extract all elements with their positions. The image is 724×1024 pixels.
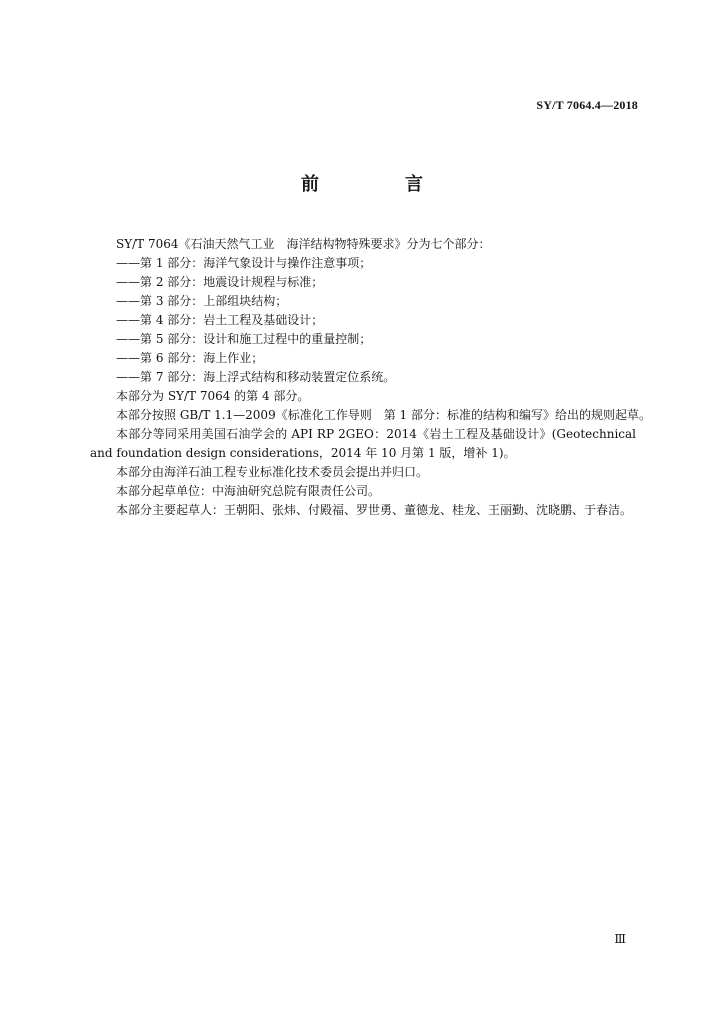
part-list-item: ——第 5 部分：设计和施工过程中的重量控制； — [116, 332, 372, 346]
foreword-body — [90, 235, 651, 520]
paragraph: 本部分主要起草人：王朝阳、张炜、付殿福、罗世勇、董德龙、桂龙、王丽勤、沈晓鹏、于春洁。 — [116, 503, 633, 517]
intro-paragraph: SY/T 7064《石油天然气工业 海洋结构物特殊要求》分为七个部分： — [116, 237, 491, 251]
part-list-item: ——第 1 部分：海洋气象设计与操作注意事项； — [116, 256, 372, 270]
page-title: 前 言 — [301, 174, 457, 195]
paragraph: 本部分按照 GB/T 1.1—2009《标准化工作导则 第 1 部分：标准的结构和编写》给出的规则起草。 — [116, 408, 651, 422]
page-number: Ⅲ — [614, 932, 626, 946]
part-list-item: ——第 4 部分：岩土工程及基础设计； — [116, 313, 324, 327]
part-list-item: ——第 7 部分：海上浮式结构和移动装置定位系统。 — [116, 370, 396, 384]
paragraph: 本部分等同采用美国石油学会的 API RP 2GEO：2014《岩土工程及基础设计》(Geotechnical and foundation design considerations，2014 年 10 月第 1 版，增补 1)。 — [90, 427, 636, 460]
part-list-item: ——第 6 部分：海上作业； — [116, 351, 264, 365]
paragraph: 本部分起草单位：中海油研究总院有限责任公司。 — [116, 484, 381, 498]
paragraph: 本部分为 SY/T 7064 的第 4 部分。 — [116, 389, 310, 403]
standard-number: SY/T 7064.4—2018 — [536, 98, 638, 112]
paragraph: 本部分由海洋石油工程专业标准化技术委员会提出并归口。 — [116, 465, 429, 479]
part-list-item: ——第 3 部分：上部组块结构； — [116, 294, 288, 308]
part-list-item: ——第 2 部分：地震设计规程与标准； — [116, 275, 324, 289]
